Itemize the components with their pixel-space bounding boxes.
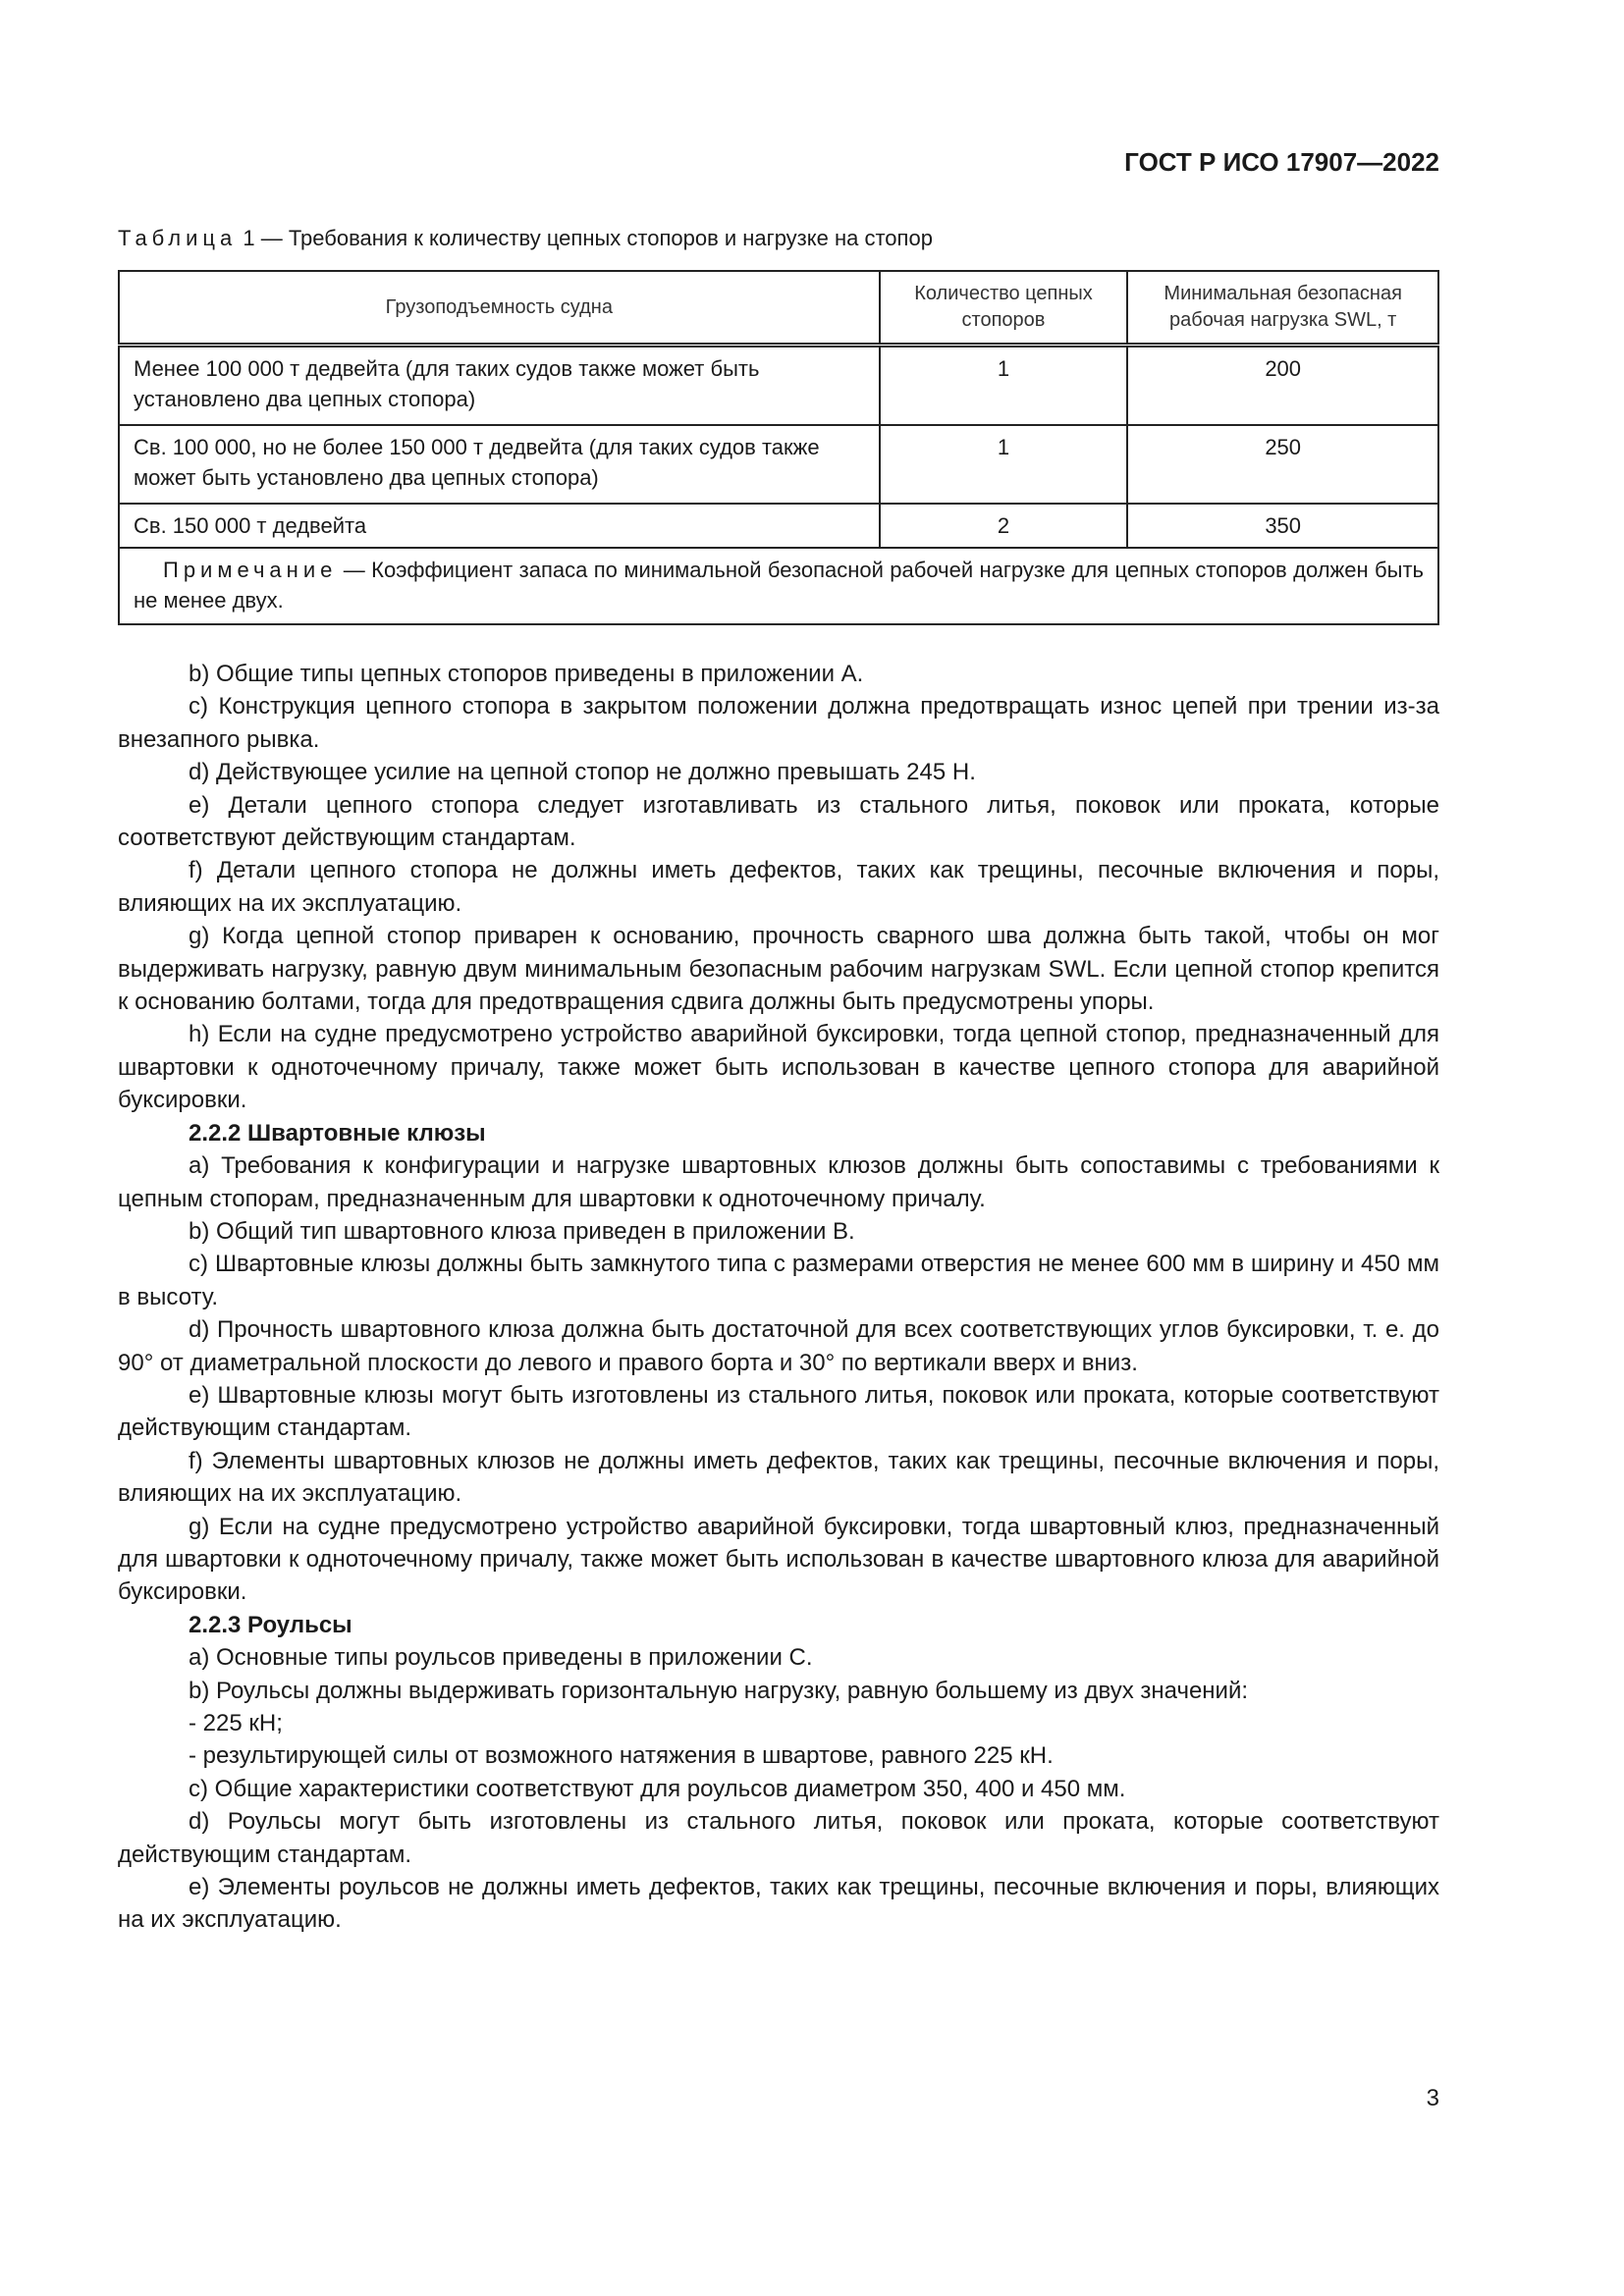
paragraph: c) Швартовные клюзы должны быть замкнутого типа с размерами отверстия не менее 600 мм в ширину и 450 мм в высоту. [118, 1251, 1439, 1310]
table-cell: Св. 100 000, но не более 150 000 т дедвейта (для таких судов также может быть установлено два цепных стопора) [119, 425, 880, 504]
paragraph: a) Требования к конфигурации и нагрузке швартовных клюзов должны быть сопоставимы с требованиями к цепным стопорам, предназначенным для швартовки к одноточечному причалу. [118, 1152, 1439, 1212]
paragraph: c) Конструкция цепного стопора в закрытом положении должна предотвращать износ цепей при трении из-за внезапного рывка. [118, 693, 1439, 753]
table-caption-label: Таблица [118, 226, 238, 250]
column-header: Минимальная безопасная рабочая нагрузка SWL, т [1127, 271, 1438, 346]
paragraph: b) Роульсы должны выдерживать горизонтальную нагрузку, равную большему из двух значений: [189, 1677, 1249, 1704]
column-header: Грузоподъемность судна [119, 271, 880, 346]
page-number: 3 [1426, 2085, 1439, 2111]
paragraph: e) Детали цепного стопора следует изготавливать из стального литья, поковок или проката, которые соответствуют действующим стандартам. [118, 791, 1439, 852]
paragraph: f) Элементы швартовных клюзов не должны иметь дефектов, таких как трещины, песочные включения и поры, влияющих на их эксплуатацию. [118, 1447, 1439, 1508]
note-label: Примечание [163, 557, 338, 582]
table-cell: 1 [880, 425, 1128, 504]
paragraph: b) Общие типы цепных стопоров приведены в приложении А. [189, 661, 864, 687]
note-text: — Коэффициент запаса по минимальной безопасной рабочей нагрузке для цепных стопоров должен быть не менее двух. [134, 557, 1424, 613]
table-cell: 250 [1127, 425, 1438, 504]
paragraph: g) Когда цепной стопор приварен к основанию, прочность сварного шва должна быть такой, чтобы он мог выдерживать нагрузку, равную двум минимальным безопасным рабочим нагрузкам SWL. Если цепной стопор крепится к основанию болтами, тогда для предотвращения сдвига должны быть предусмотрены упоры. [118, 923, 1439, 1016]
paragraph: g) Если на судне предусмотрено устройство аварийной буксировки, тогда швартовный клюз, предназначенный для швартовки к одноточечному причалу, также может быть использован в качестве швартовного клюза для аварийной буксировки. [118, 1513, 1439, 1606]
paragraph: d) Прочность швартовного клюза должна быть достаточной для всех соответствующих углов буксировки, т. е. до 90° от диаметральной плоскости до левого и правого борта и 30° по вертикали вверх и вниз. [118, 1316, 1439, 1376]
list-item: - 225 кН; [189, 1710, 283, 1736]
table-row [119, 346, 1438, 425]
section-heading: 2.2.2 Швартовные клюзы [189, 1119, 486, 1147]
paragraph: h) Если на судне предусмотрено устройство аварийной буксировки, тогда цепной стопор, предназначенный для швартовки к одноточечному причалу, также может быть использован в качестве цепного стопора для аварийной буксировки. [118, 1021, 1439, 1114]
table-caption-text: 1 — Требования к количеству цепных стопоров и нагрузке на стопор [237, 226, 933, 250]
table-note-row [119, 548, 1438, 624]
table-caption [118, 226, 933, 251]
paragraph: e) Элементы роульсов не должны иметь дефектов, таких как трещины, песочные включения и поры, влияющих на их эксплуатацию. [118, 1874, 1439, 1934]
paragraph: d) Действующее усилие на цепной стопор не должно превышать 245 Н. [189, 759, 976, 786]
table-cell: 200 [1127, 346, 1438, 425]
paragraph: d) Роульсы могут быть изготовлены из стального литья, поковок или проката, которые соответствуют действующим стандартам. [118, 1808, 1439, 1868]
table-note [119, 548, 1438, 624]
table-row [119, 425, 1438, 504]
table-cell: Св. 150 000 т дедвейта [119, 504, 880, 548]
table-header-row [119, 271, 1438, 346]
paragraph: c) Общие характеристики соответствуют для роульсов диаметром 350, 400 и 450 мм. [189, 1775, 1126, 1802]
paragraph: f) Детали цепного стопора не должны иметь дефектов, таких как трещины, песочные включения и поры, влияющих на их эксплуатацию. [118, 857, 1439, 917]
table-cell: Менее 100 000 т дедвейта (для таких судов также может быть установлено два цепных стопора) [119, 346, 880, 425]
body-text [118, 658, 1439, 1937]
requirements-table [118, 270, 1439, 625]
table-cell: 2 [880, 504, 1128, 548]
column-header: Количество цепных стопоров [880, 271, 1128, 346]
paragraph: a) Основные типы роульсов приведены в приложении С. [189, 1644, 813, 1672]
table-row [119, 504, 1438, 548]
document-code: ГОСТ Р ИСО 17907—2022 [1124, 147, 1439, 177]
paragraph: e) Швартовные клюзы могут быть изготовлены из стального литья, поковок или проката, которые соответствуют действующим стандартам. [118, 1381, 1439, 1442]
list-item: - результирующей силы от возможного натяжения в швартове, равного 225 кН. [189, 1742, 1054, 1770]
paragraph: b) Общий тип швартовного клюза приведен в приложении В. [189, 1217, 855, 1245]
table-cell: 1 [880, 346, 1128, 425]
section-heading: 2.2.3 Роульсы [189, 1611, 352, 1638]
table-cell: 350 [1127, 504, 1438, 548]
